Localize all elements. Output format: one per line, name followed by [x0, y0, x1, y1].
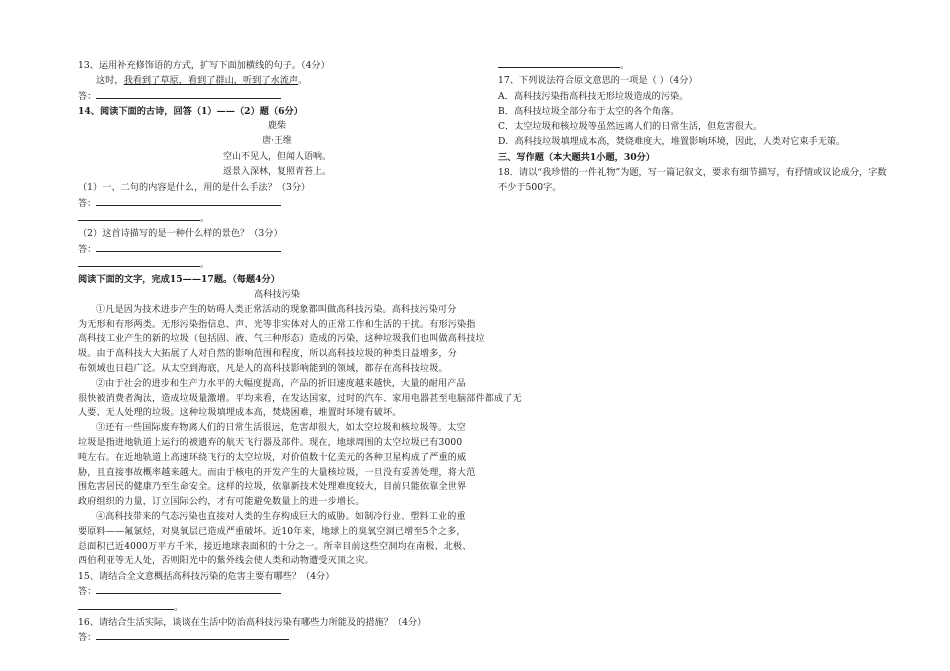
passage-line: 胁，且直接事故概率越来越大。而由于核电的开发产生的大量核垃圾，一旦没有妥善处理，将大范 [78, 467, 476, 478]
q14-sub1-answer: 答： [78, 196, 476, 211]
passage-line: 为无形和有形两类。无形污染指信息、声、光等非实体对人的正常工作和生活的干扰。有形污染指 [78, 319, 476, 330]
passage-line: ③还有一些国际废弃物离人们的日常生活很远，危害却很大，如太空垃圾和核垃圾等。太空 [96, 423, 466, 434]
passage-line: 高科技工业产生的新的垃圾（包括固、液、气三种形态）造成的污染，这种垃圾我们也叫做高科技垃 [78, 334, 485, 345]
q13-prefix: 这时， [96, 75, 124, 87]
q14-sub2: （2）这首诗描写的是一种什么样的景色？（3分） [78, 228, 283, 240]
q14-sub2-answer: 答： [78, 242, 476, 257]
passage-line: 要原料——氟氯烃，对臭氧层已造成严重破坏。近10年来，地球上的臭氧空洞已增至5个之多， [78, 526, 466, 537]
answer-line [78, 600, 174, 610]
poem-title: 鹿柴 [267, 121, 286, 132]
passage-line: 很快被消费者淘汰，造成垃圾量激增。平均来看，在发达国家，过时的汽车、家用电器甚至电脑部件都成了无 [78, 393, 522, 404]
answer-line [96, 630, 289, 640]
q14-sub1-answer-cont: 。 [78, 211, 476, 226]
passage-line: 吨左右。在近地轨道上高速环绕飞行的太空垃圾，对价值数十亿美元的各种卫星构成了严重的威 [78, 452, 467, 463]
q16-answer-cont: 。 [498, 58, 893, 73]
q13-underlined-sentence: 我看到了草原，看到了群山，听到了水流声 [123, 75, 299, 87]
passage-line: 西伯利亚等无人处，否则阳光中的紫外线会使人类和动物遭受灭顶之灾。 [78, 556, 374, 567]
left-column [78, 58, 522, 646]
poem-line-1: 空山不见人，但闻人语响。 [222, 151, 331, 162]
answer-line [96, 242, 281, 252]
section3-title: 三、写作题（本大题共1小题，30分） [498, 151, 655, 163]
q13-sentence [78, 73, 476, 88]
q16-title: 16、请结合生活实际，谈谈在生活中防治高科技污染有哪些力所能及的措施？（4分） [78, 616, 427, 628]
q17-title: 17、下列说法符合原文意思的一项是（ ）（4分） [498, 75, 698, 87]
q13-answer: 答： [78, 89, 476, 104]
passage-line: 围危害居民的健康乃至生命安全。这样的垃圾，依靠新技术处理难度较大，目前只能依靠全世界 [78, 482, 467, 493]
answer-line [78, 211, 200, 221]
q13-title: 13、运用补充修饰语的方式，扩写下面加横线的句子。（4分） [78, 60, 330, 71]
answer-line [498, 58, 620, 68]
passage-line: ②由于社会的进步和生产力水平的大幅度提高，产品的折旧速度越来越快，大量的耐用产品 [96, 378, 466, 389]
reading-instruction: 阅读下面的文字，完成15——17题。（每题4分） [78, 274, 280, 286]
passage-line: 政府组织的力量，订立国际公约，才有可能避免数量上的进一步增长。 [78, 497, 365, 508]
q14-sub2-answer-cont: 。 [78, 257, 476, 272]
answer-line [96, 89, 281, 99]
q15-title: 15、请结合全文意概括高科技污染的危害主要有哪些？（4分） [78, 571, 335, 583]
passage-line: ④高科技带来的气态污染也直接对人类的生存构成巨大的威胁。如制冷行业、塑料工业的重 [96, 511, 466, 522]
poem-line-2: 返景入深林，复照青苔上。 [222, 167, 331, 178]
passage-line: 垃圾是指进地轨道上运行的被遗弃的航天飞行器及部件。现在，地球周围的太空垃圾已有3000 [78, 437, 463, 448]
q18-prompt-line1: 18．请以“我珍惜的一件礼物”为题，写一篇记叙文，要求有细节描写，有抒情或议论成分，字数 [498, 167, 887, 179]
q14-title: 14、阅读下面的古诗，回答（1）——（2）题（6分） [78, 105, 303, 117]
q15-answer: 答： [78, 584, 476, 599]
passage-line: 人要、无人处理的垃圾。这种垃圾填埋成本高，焚烧困难，堆置时环境有破坏。 [78, 408, 402, 419]
passage-line: 圾。由于高科技大大拓展了人对自然的影响范围和程度，所以高科技垃圾的种类日益增多，分 [78, 349, 457, 360]
q17-option-d: D．高科技垃圾填埋成本高，焚烧难度大，堆置影响环境，因此，人类对它束手无策。 [498, 136, 846, 148]
passage-line: 总面积已近4000万平方千米，接近地球表面积的十分之一。所幸目前这些空洞均在南极、北极、 [78, 541, 472, 552]
answer-line [96, 584, 281, 594]
q18-prompt-line2: 不少于500字。 [498, 182, 562, 194]
q17-option-c: C．太空垃圾和核垃圾等虽然远离人们的日常生活，但危害很大。 [498, 121, 763, 133]
right-column [498, 58, 893, 196]
q16-answer: 答： [78, 630, 476, 645]
q13-suffix: 。 [298, 75, 308, 87]
passage-title: 高科技污染 [254, 289, 300, 301]
q17-option-b: B．高科技垃圾全部分布于太空的各个角落。 [498, 105, 680, 117]
answer-line [78, 257, 200, 267]
answer-line [96, 196, 281, 206]
passage-body [78, 303, 522, 569]
q14-sub1: （1）一、二句的内容是什么，用的是什么手法？（3分） [78, 182, 311, 194]
q17-option-a: A．高科技污染指高科技无形垃圾造成的污染。 [498, 90, 689, 102]
passage-line: 布领域也日趋广泛。从太空到海底，凡是人的高科技影响能到的领域，都存在高科技垃圾。 [78, 363, 448, 374]
passage-line: ①凡是因为技术进步产生的妨碍人类正常活动的现象都叫做高科技污染。高科技污染可分 [96, 304, 457, 315]
q15-answer-cont: 。 [78, 600, 476, 615]
poem-author: 唐·王维 [262, 136, 292, 147]
